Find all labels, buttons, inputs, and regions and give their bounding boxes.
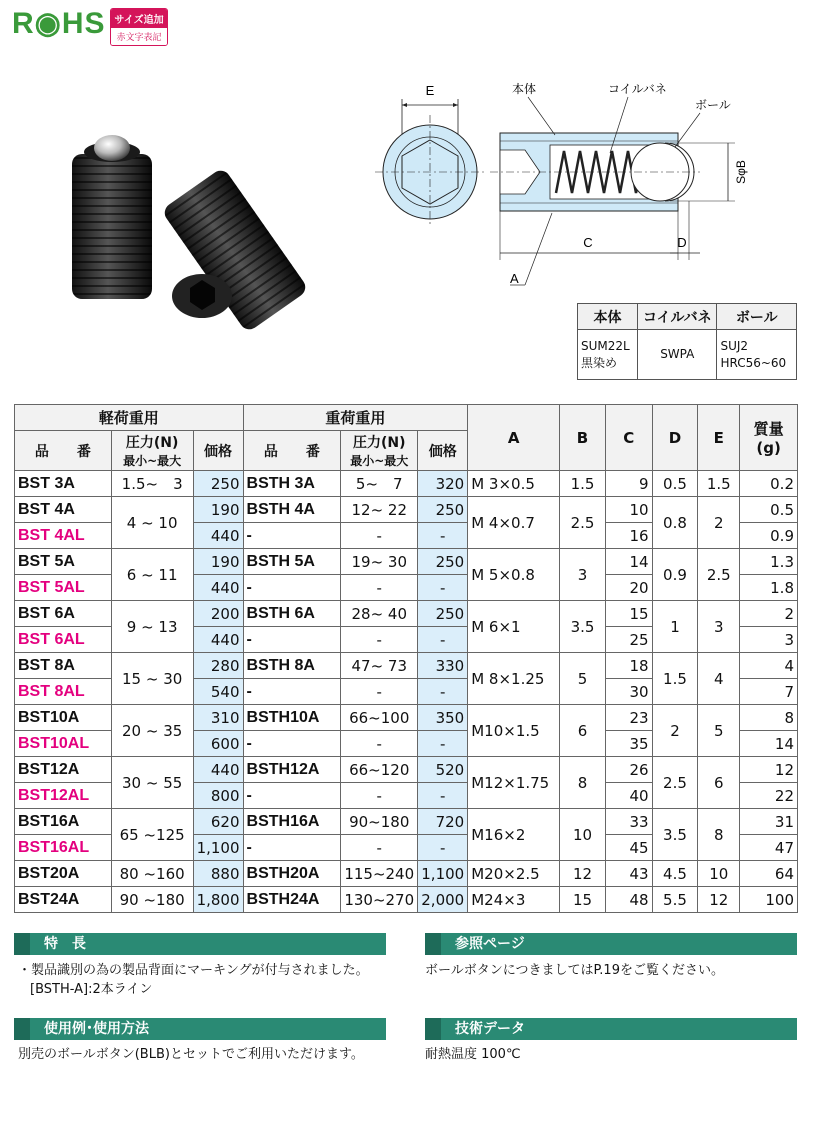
heavy-pressure-range: - [341,679,418,705]
dim-d: 5.5 [652,887,698,913]
price: 440 [193,523,243,549]
dim-b: 1.5 [560,471,606,497]
part-number: BST10AL [15,731,112,757]
features-line-1: ・製品識別の為の製品背面にマーキングが付与されました。 [18,963,369,978]
reference-heading: 参照ページ [425,933,797,955]
mat-spring: SWPA [638,330,717,380]
dim-d: 1 [652,601,698,653]
heavy-price: 1,100 [418,861,468,887]
weight: 1.3 [740,549,798,575]
heavy-pressure-range: - [341,575,418,601]
label-a: A [510,271,519,286]
price: 200 [193,601,243,627]
heavy-part-number: - [243,731,341,757]
features-heading: 特 長 [14,933,386,955]
heavy-price: 250 [418,549,468,575]
heavy-pressure-range: 130~270 [341,887,418,913]
weight: 0.5 [740,497,798,523]
dim-c: 26 [605,757,652,783]
weight-header [740,405,798,471]
weight: 8 [740,705,798,731]
heavy-part-number: BSTH 3A [243,471,341,497]
price: 540 [193,679,243,705]
heavy-price: - [418,523,468,549]
weight: 22 [740,783,798,809]
label-sb: SφB [734,160,748,184]
heavy-price: - [418,627,468,653]
mat-header-spring: コイルバネ [638,304,717,330]
heavy-pressure-range: - [341,523,418,549]
col-a-header: A [468,405,560,471]
dim-c: 16 [605,523,652,549]
part-number: BST 4A [15,497,112,523]
dim-d: 3.5 [652,809,698,861]
heavy-pressure-range: 47~ 73 [341,653,418,679]
part-number: BST 5AL [15,575,112,601]
heavy-part-number: BSTH 6A [243,601,341,627]
weight-unit: (g) [756,439,781,457]
part-number: BST24A [15,887,112,913]
price: 250 [193,471,243,497]
price: 800 [193,783,243,809]
material-table [577,303,797,380]
dim-a: M 8×1.25 [468,653,560,705]
heavy-price: 2,000 [418,887,468,913]
product-photo [60,130,320,330]
pressure-sub-label: 最小~最大 [123,454,182,468]
reference-text: ボールボタンにつきましてはP.19をご覧ください。 [425,963,724,978]
dim-e: 5 [698,705,740,757]
part-number: BST 6A [15,601,112,627]
heavy-part-number: BSTH20A [243,861,341,887]
dim-e: 2.5 [698,549,740,601]
weight: 100 [740,887,798,913]
heavy-price: 250 [418,497,468,523]
part-number: BST 8AL [15,679,112,705]
heavy-price: - [418,783,468,809]
dim-e: 2 [698,497,740,549]
label-body: 本体 [512,82,537,96]
dim-c: 48 [605,887,652,913]
dim-c: 45 [605,835,652,861]
mat-body-material: SUM22L [581,338,630,353]
col-b-header: B [560,405,606,471]
heavy-price: - [418,731,468,757]
dim-b: 2.5 [560,497,606,549]
pressure-range: 1.5~ 3 [111,471,193,497]
table-row [15,653,798,679]
dim-c: 43 [605,861,652,887]
heavy-price: 320 [418,471,468,497]
part-number: BST10A [15,705,112,731]
dim-c: 20 [605,575,652,601]
part-number: BST12A [15,757,112,783]
features-text [18,961,369,999]
part-number: BST20A [15,861,112,887]
price: 440 [193,627,243,653]
part-number: BST 6AL [15,627,112,653]
dim-b: 10 [560,809,606,861]
dim-b: 15 [560,887,606,913]
part-number: BST 3A [15,471,112,497]
dim-d: 4.5 [652,861,698,887]
dim-c: 35 [605,731,652,757]
heavy-part-number: - [243,835,341,861]
heavy-pressure-header [341,431,418,471]
label-spring: コイルバネ [608,82,667,96]
label-e: E [425,83,435,98]
heavy-pressure-range: 19~ 30 [341,549,418,575]
light-load-header: 軽荷重用 [15,405,244,431]
weight: 3 [740,627,798,653]
price: 310 [193,705,243,731]
heavy-pressure-range: - [341,783,418,809]
dim-a: M 4×0.7 [468,497,560,549]
heavy-pressure-range: 66~100 [341,705,418,731]
weight: 0.2 [740,471,798,497]
tech-data-text: 耐熱温度 100℃ [425,1047,521,1062]
dim-c: 25 [605,627,652,653]
part-number: BST 5A [15,549,112,575]
part-number: BST 8A [15,653,112,679]
heavy-part-number: - [243,523,341,549]
pressure-range: 80 ~160 [111,861,193,887]
weight: 7 [740,679,798,705]
dim-d: 0.9 [652,549,698,601]
heavy-price: 350 [418,705,468,731]
dim-a: M 3×0.5 [468,471,560,497]
col-c-header: C [605,405,652,471]
table-row [15,809,798,835]
heavy-pressure-range: 90~180 [341,809,418,835]
heavy-pressure-range: 66~120 [341,757,418,783]
heavy-price: 330 [418,653,468,679]
dim-b: 3.5 [560,601,606,653]
col-e-header: E [698,405,740,471]
pressure-range: 9 ~ 13 [111,601,193,653]
heavy-part-number: BSTH10A [243,705,341,731]
pressure-range: 4 ~ 10 [111,497,193,549]
mat-ball [717,330,797,380]
dim-b: 6 [560,705,606,757]
mat-header-ball: ボール [717,304,797,330]
dim-e: 6 [698,757,740,809]
weight: 0.9 [740,523,798,549]
tech-data-heading: 技術データ [425,1018,797,1040]
heavy-part-number: - [243,783,341,809]
price: 1,800 [193,887,243,913]
dim-d: 2 [652,705,698,757]
heavy-part-number: - [243,575,341,601]
dim-c: 9 [605,471,652,497]
usage-text: 別売のボールボタン(BLB)とセットでご利用いただけます。 [18,1047,364,1062]
spec-table [14,404,798,913]
dim-c: 30 [605,679,652,705]
mat-ball-material: SUJ2 [720,338,749,353]
usage-heading: 使用例･使用方法 [14,1018,386,1040]
dim-b: 8 [560,757,606,809]
mat-body-finish: 黒染め [581,355,618,370]
table-row [15,601,798,627]
price: 190 [193,549,243,575]
heavy-price: 720 [418,809,468,835]
dim-d: 2.5 [652,757,698,809]
heavy-pressure-range: - [341,731,418,757]
dim-a: M12×1.75 [468,757,560,809]
table-row [15,471,798,497]
price: 440 [193,575,243,601]
dim-e: 8 [698,809,740,861]
dim-c: 23 [605,705,652,731]
heavy-pressure-label: 圧力(N) [352,435,406,451]
dim-a: M16×2 [468,809,560,861]
pressure-range: 90 ~180 [111,887,193,913]
mat-ball-hardness: HRC56~60 [720,355,787,370]
price: 1,100 [193,835,243,861]
heavy-part-number: - [243,679,341,705]
table-row [15,887,798,913]
mat-header-body: 本体 [578,304,638,330]
size-added-badge [110,8,168,46]
pressure-label: 圧力(N) [125,435,179,451]
table-row [15,497,798,523]
dim-c: 14 [605,549,652,575]
heavy-price-header: 価格 [418,431,468,471]
part-number: BST16AL [15,835,112,861]
heavy-part-number: BSTH 4A [243,497,341,523]
dim-e: 10 [698,861,740,887]
heavy-price: 520 [418,757,468,783]
table-row [15,549,798,575]
pressure-header [111,431,193,471]
pressure-range: 20 ~ 35 [111,705,193,757]
weight: 12 [740,757,798,783]
heavy-price: - [418,575,468,601]
pressure-range: 15 ~ 30 [111,653,193,705]
dim-c: 33 [605,809,652,835]
price: 190 [193,497,243,523]
dim-c: 40 [605,783,652,809]
price: 600 [193,731,243,757]
heavy-part-no-header: 品 番 [243,431,341,471]
table-row [15,757,798,783]
dim-d: 1.5 [652,653,698,705]
weight: 31 [740,809,798,835]
dim-e: 1.5 [698,471,740,497]
label-ball: ボール [695,98,731,112]
heavy-pressure-range: 5~ 7 [341,471,418,497]
label-d: D [677,235,687,250]
dim-a: M24×3 [468,887,560,913]
weight: 47 [740,835,798,861]
dim-c: 10 [605,497,652,523]
dim-c: 18 [605,653,652,679]
dim-c: 15 [605,601,652,627]
part-number: BST 4AL [15,523,112,549]
dim-d: 0.8 [652,497,698,549]
heavy-part-number: - [243,627,341,653]
heavy-load-header: 重荷重用 [243,405,468,431]
col-d-header: D [652,405,698,471]
price: 440 [193,757,243,783]
table-row [15,705,798,731]
technical-drawing [370,75,810,300]
features-line-2: [BSTH-A]:2本ライン [30,982,153,997]
heavy-pressure-range: 12~ 22 [341,497,418,523]
heavy-price: - [418,835,468,861]
part-number: BST16A [15,809,112,835]
heavy-part-number: BSTH 8A [243,653,341,679]
dim-b: 3 [560,549,606,601]
heavy-part-number: BSTH16A [243,809,341,835]
heavy-part-number: BSTH 5A [243,549,341,575]
heavy-pressure-range: - [341,627,418,653]
dim-a: M 6×1 [468,601,560,653]
dim-e: 12 [698,887,740,913]
rohs-logo: R◉HS [12,7,106,40]
table-row [15,861,798,887]
heavy-pressure-range: 115~240 [341,861,418,887]
label-c: C [583,235,593,250]
dim-b: 12 [560,861,606,887]
heavy-part-number: BSTH24A [243,887,341,913]
weight: 14 [740,731,798,757]
dim-b: 5 [560,653,606,705]
part-no-header: 品 番 [15,431,112,471]
heavy-price: - [418,679,468,705]
weight: 4 [740,653,798,679]
price-header: 価格 [193,431,243,471]
badge-bottom-text: 赤文字表記 [111,28,167,45]
price: 620 [193,809,243,835]
weight: 2 [740,601,798,627]
price: 280 [193,653,243,679]
heavy-pressure-range: 28~ 40 [341,601,418,627]
dim-e: 4 [698,653,740,705]
dim-e: 3 [698,601,740,653]
dim-a: M10×1.5 [468,705,560,757]
heavy-pressure-sub-label: 最小~最大 [350,454,409,468]
heavy-part-number: BSTH12A [243,757,341,783]
mat-body [578,330,638,380]
spec-table-body [15,471,798,913]
heavy-price: 250 [418,601,468,627]
weight-label: 質量 [753,420,784,438]
badge-top-text: サイズ追加 [111,9,167,28]
pressure-range: 65 ~125 [111,809,193,861]
dim-a: M 5×0.8 [468,549,560,601]
dim-d: 0.5 [652,471,698,497]
dim-a: M20×2.5 [468,861,560,887]
heavy-pressure-range: - [341,835,418,861]
pressure-range: 30 ~ 55 [111,757,193,809]
weight: 64 [740,861,798,887]
weight: 1.8 [740,575,798,601]
price: 880 [193,861,243,887]
pressure-range: 6 ~ 11 [111,549,193,601]
part-number: BST12AL [15,783,112,809]
